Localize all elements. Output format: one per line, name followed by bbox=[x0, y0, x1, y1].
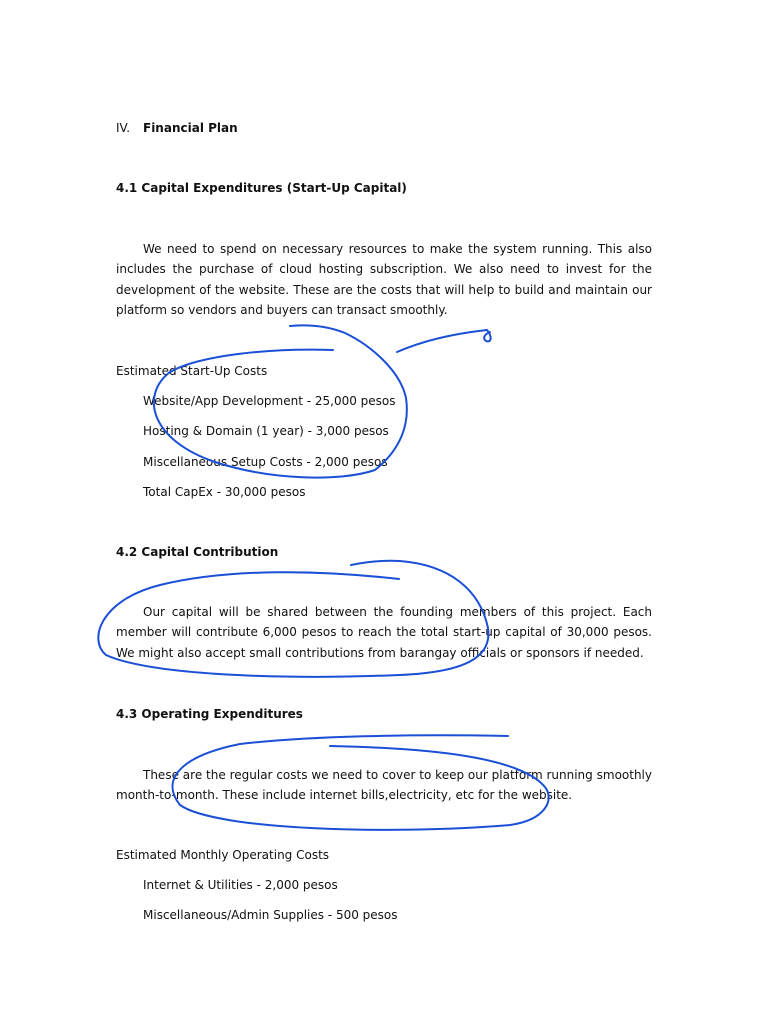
capex-heading: 4.1 Capital Expenditures (Start-Up Capital) bbox=[116, 181, 407, 195]
capex-paragraph: We need to spend on necessary resources to make the system running. This also includes the purchase of cloud hosting subscription. We also need to invest for the development of the website. These are the costs that will help to build and maintain our platform so vendors and buyers can transact smoothly. bbox=[116, 242, 652, 318]
opex-paragraph: These are the regular costs we need to cover to keep our platform running smoothly month-to-month. These include internet bills,electricity, etc for the website. bbox=[116, 768, 652, 803]
capex-item-hosting: Hosting & Domain (1 year) - 3,000 pesos bbox=[143, 424, 389, 438]
section-title: Financial Plan bbox=[143, 121, 238, 135]
opex-item-misc: Miscellaneous/Admin Supplies - 500 pesos bbox=[143, 908, 398, 922]
contribution-heading: 4.2 Capital Contribution bbox=[116, 545, 279, 559]
contribution-paragraph: Our capital will be shared between the founding members of this project. Each member will contribute 6,000 pesos to reach the total start-up capital of 30,000 pesos. We might also accept small contributions from barangay officials or sponsors if needed. bbox=[116, 605, 652, 660]
opex-heading: 4.3 Operating Expenditures bbox=[116, 707, 303, 721]
opex-item-internet: Internet & Utilities - 2,000 pesos bbox=[143, 878, 338, 892]
capex-item-website: Website/App Development - 25,000 pesos bbox=[143, 394, 396, 408]
capex-item-misc: Miscellaneous Setup Costs - 2,000 pesos bbox=[143, 455, 388, 469]
capex-item-total: Total CapEx - 30,000 pesos bbox=[143, 485, 306, 499]
capex-list-title: Estimated Start-Up Costs bbox=[116, 364, 268, 378]
annotation-arrow-startup bbox=[397, 330, 491, 352]
section-number: IV. bbox=[116, 121, 131, 135]
opex-list-title: Estimated Monthly Operating Costs bbox=[116, 848, 330, 862]
